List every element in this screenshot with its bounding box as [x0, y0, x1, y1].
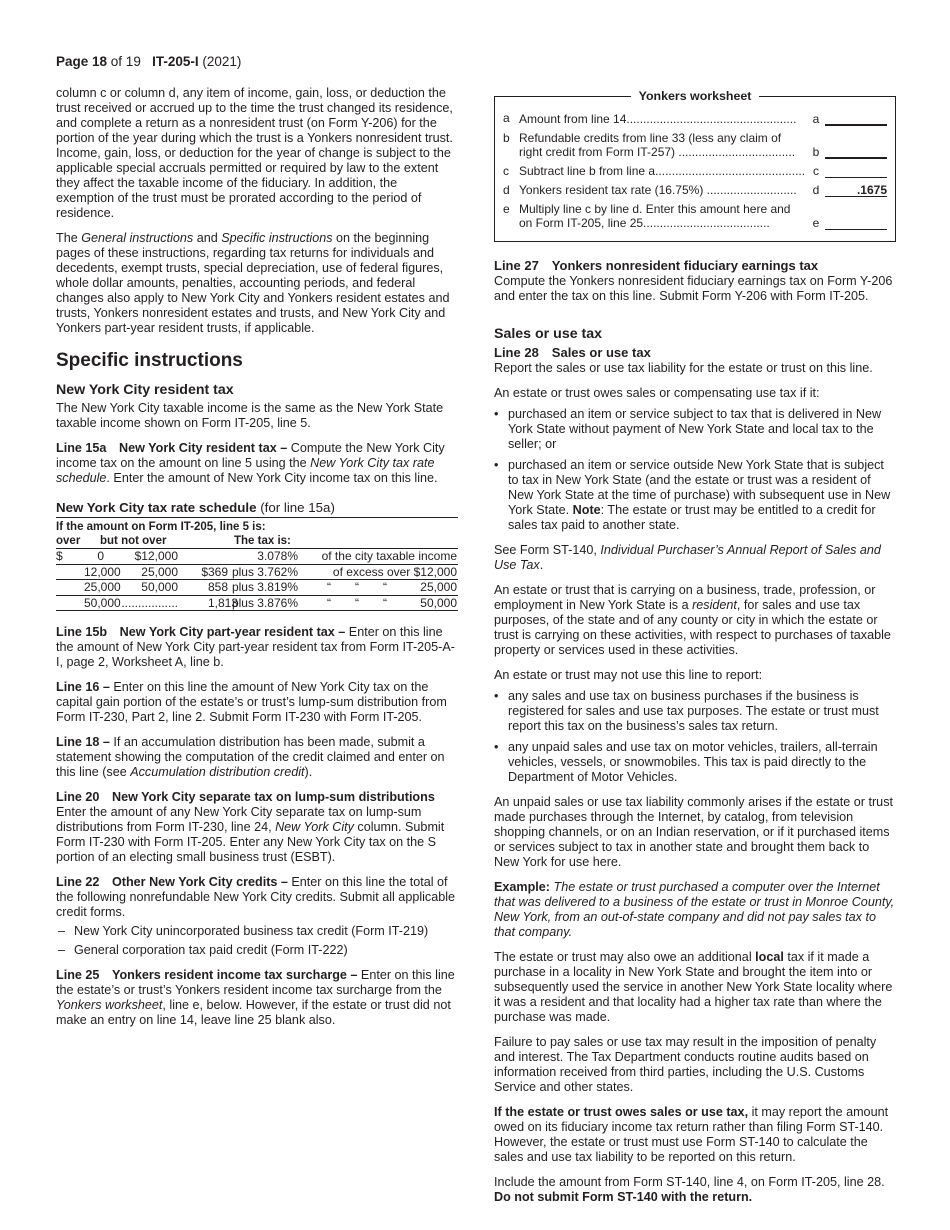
- line-27-heading: Line 27 Yonkers nonresident fiduciary earnings tax: [494, 258, 819, 273]
- schedule-condition-header: If the amount on Form IT-205, line 5 is:: [56, 521, 266, 533]
- page-number: Page 18: [56, 54, 108, 69]
- nyc-taxable-income-paragraph: The New York City taxable income is the same as the New York State taxable income shown on Form IT-205, line 5.: [56, 401, 444, 430]
- line-15a-paragraph: Line 15a New York City resident tax – Compute the New York City income tax on the amount on line 5 using the New York City tax rate schedule. Enter the amount of New York City income tax on this line.: [56, 441, 445, 485]
- form-year: (2021): [198, 54, 242, 69]
- worksheet-row-a: a Amount from line 14................................................... a: [503, 111, 887, 126]
- owes-intro: An estate or trust owes sales or compensating use tax if it:: [494, 386, 820, 400]
- line-25-paragraph: Line 25 Yonkers resident income tax surcharge – Enter on this line the estate’s or trust’s Yonkers resident income tax surcharge from the Yonkers worksheet, line e, below. However, if the estate or trust did not make an entry on line 14, leave line 25 blank also.: [56, 968, 455, 1027]
- table-row: 50,000 ................. 1,813 plus 3.876% “ “ “ 50,000: [56, 596, 458, 612]
- yonkers-worksheet: [494, 89, 896, 242]
- worksheet-entry-a: [825, 111, 887, 126]
- worksheet-entry-d: .1675: [825, 183, 887, 197]
- residence-change-paragraph: column c or column d, any item of income, gain, loss, or deduction the trust received or accrued up to the time the trust changed its residence, and complete a return as a nonresident trust (on Form Y-206) for the portion of the year during which the trust is a Yonkers nonresident trust. Income, gain, loss, or deduction for the year of change is subject to the applicable special accruals permitted or required by law to the extent they affect the taxable income of the fiduciary. In addition, the exemption of the trust must be prorated according to the period of residence.: [56, 86, 453, 220]
- unpaid-liability-paragraph: An unpaid sales or use tax liability commonly arises if the estate or trust made purchases through the Internet, by catalog, from television shopping channels, or on an Indian reservation, or if it purchased items or services subject to tax in another state and brought them back to New York for use here.: [494, 795, 893, 869]
- list-item: – General corporation tax paid credit (Form IT-222): [58, 943, 348, 957]
- table-row: $ 0 $12,000 3.078% of the city taxable income: [56, 549, 457, 563]
- nyc-resident-tax-heading: New York City resident tax: [56, 382, 234, 398]
- schedule-title: New York City tax rate schedule (for line 15a): [56, 500, 458, 518]
- col-but-not-over: but not over: [100, 535, 167, 547]
- list-item: – New York City unincorporated business tax credit (Form IT-219): [58, 924, 429, 938]
- may-not-list: [494, 689, 896, 785]
- specific-instructions-heading: Specific instructions: [56, 350, 243, 371]
- line-22-paragraph: Line 22 Other New York City credits – Enter on this line the total of the following nonrefundable New York City credits. Submit all applicable credit forms.: [56, 875, 456, 919]
- list-item: • purchased an item or service subject to tax that is delivered in New York State without payment of New York State and local tax to the seller; or: [494, 407, 882, 451]
- general-instructions-paragraph: The General instructions and Specific instructions on the beginning pages of these instructions, regarding tax returns for individuals and decedents, exempt trusts, special depreciation, use of federal figures, whole dollar amounts, penalties, accounting periods, and federal changes also apply to New York City and Yonkers resident estates and trusts, Yonkers nonresident estates and trusts, and New York City and Yonkers part-year resident trusts, if applicable.: [56, 231, 450, 335]
- worksheet-title: Yonkers worksheet: [631, 89, 760, 103]
- local-tax-paragraph: The estate or trust may also owe an additional local tax if it made a purchase in a locality in New York State and brought the item into or subsequently used the service in another New York State locality where it was a resident and that locality had a higher tax rate than where the purchase was made.: [494, 950, 893, 1024]
- sales-use-tax-heading: Sales or use tax: [494, 326, 603, 342]
- page-total: of 19: [107, 54, 141, 69]
- line-18-paragraph: Line 18 – If an accumulation distribution has been made, submit a statement showing the computation of the credit claimed and enter on this line (see Accumulation distribution credit).: [56, 735, 445, 779]
- table-row: 25,000 50,000 858 plus 3.819% “ “ “ 25,000: [56, 580, 458, 596]
- line-20-paragraph: Line 20 New York City separate tax on lump-sum distributions Enter the amount of any New York City separate tax on lump-sum distributions from Form IT-230, line 24, New York City column. Submit Form IT-230 with Form IT-205. Enter any New York City tax on the S portion of an electing small business trust (ESBT).: [56, 790, 445, 864]
- line-15b-paragraph: Line 15b New York City part-year resident tax – Enter on this line the amount of New York City part-year resident tax from Form IT-205-A-I, page 2, Worksheet A, line b.: [56, 625, 455, 669]
- worksheet-row-d: d Yonkers resident tax rate (16.75%) ........................... d .1675: [503, 183, 887, 197]
- right-column: [494, 86, 896, 1215]
- line-27-paragraph: Compute the Yonkers nonresident fiduciary earnings tax on Form Y-206 and enter the tax on this line. Submit Form Y-206 with Form IT-205.: [494, 274, 893, 303]
- col-over: over: [56, 535, 81, 547]
- include-amount-paragraph: Include the amount from Form ST-140, line 4, on Form IT-205, line 28. Do not submit Form ST-140 with the return.: [494, 1175, 885, 1204]
- line-28-heading: Line 28 Sales or use tax: [494, 345, 651, 360]
- line-28-paragraph: Report the sales or use tax liability for the estate or trust on this line.: [494, 361, 873, 375]
- line-16-paragraph: Line 16 – Enter on this line the amount of New York City tax on the capital gain portion of the estate’s or trust’s lump-sum distribution from Form IT-230, Part 2, line 2. Submit Form IT-230 with Form IT-205.: [56, 680, 447, 724]
- example-paragraph: Example: The estate or trust purchased a computer over the Internet that was delivered to a business of the estate or trust in Monroe County, New York, from an out-of-state company and did not pay sales tax to that company.: [494, 880, 895, 939]
- list-item: • purchased an item or service outside New York State that is subject to tax in New York State (and the estate or trust was a resident of New York State at the time of purchase) with subsequent use in New York State. Note: The estate or trust may be entitled to a credit for sales tax paid to another state.: [494, 458, 891, 532]
- list-item: • any unpaid sales and use tax on motor vehicles, trailers, all-terrain vehicles, vessels, or snowmobiles. This tax is paid directly to the Department of Motor Vehicles.: [494, 740, 878, 784]
- may-not-intro: An estate or trust may not use this line to report:: [494, 668, 763, 682]
- worksheet-row-e: e Multiply line c by line d. Enter this amount here and on Form IT-205, line 25...................................... e: [503, 202, 887, 230]
- nyc-tax-rate-schedule: [56, 500, 458, 611]
- left-column: [56, 86, 458, 1038]
- worksheet-entry-c: [825, 164, 887, 178]
- form-name: IT-205-I: [152, 54, 199, 69]
- col-tax-is: The tax is:: [234, 535, 291, 547]
- line-22-credit-list: [56, 924, 458, 958]
- worksheet-row-b: b Refundable credits from line 33 (less any claim of right credit from Form IT-257) ................................... b: [503, 131, 887, 159]
- worksheet-row-c: c Subtract line b from line a............................................. c: [503, 164, 887, 178]
- see-form-st140: See Form ST-140, Individual Purchaser’s Annual Report of Sales and Use Tax.: [494, 543, 881, 572]
- schedule-column-headers: [56, 534, 458, 549]
- business-resident-paragraph: An estate or trust that is carrying on a business, trade, profession, or employment in New York State is a resident, for sales and use tax purposes, of the state and of any county or city in which the estate or trust is carrying on these activities, with respect to purchases of taxable property or services used in these activities.: [494, 583, 891, 657]
- failure-to-pay-paragraph: Failure to pay sales or use tax may result in the imposition of penalty and interest. The Tax Department conducts routine audits based on information received from third parties, including the U.S. Customs Service and other states.: [494, 1035, 877, 1094]
- page-header: [56, 54, 241, 69]
- owes-sales-tax-paragraph: If the estate or trust owes sales or use tax, it may report the amount owed on its fiduciary income tax return rather than filing Form ST-140. However, the estate or trust must use Form ST-140 to calculate the sales and use tax liability to be reported on this return.: [494, 1105, 889, 1164]
- list-item: • any sales and use tax on business purchases if the business is registered for sales and use tax purposes. The estate or trust must report this tax on the business’s sales tax return.: [494, 689, 879, 733]
- worksheet-entry-e: [825, 216, 887, 230]
- owes-list: [494, 407, 896, 533]
- table-row: 12,000 25,000 $ 369 plus 3.762% of excess over $12,000: [56, 565, 458, 581]
- worksheet-entry-b: [825, 144, 887, 159]
